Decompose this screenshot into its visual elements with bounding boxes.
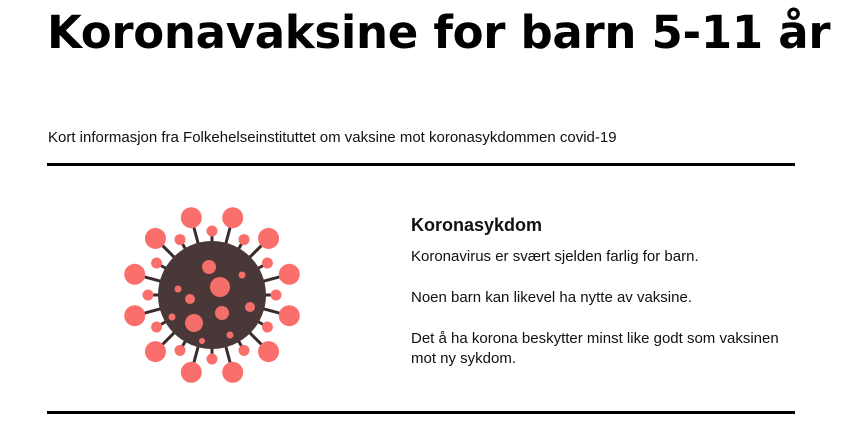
intro-text: Kort informasjon fra Folkehelseinstituttet om vaksine mot koronasykdommen covid-19 [48, 129, 617, 146]
virus-spot [215, 306, 229, 320]
paragraph-2: Noen barn kan likevel ha nytte av vaksine. [411, 289, 692, 306]
virus-spike-tip [258, 341, 279, 362]
virus-spike-tip [124, 305, 145, 326]
virus-spot [185, 314, 203, 332]
virus-spike-tip-small [151, 258, 162, 269]
virus-spike-tip-small [239, 345, 250, 356]
virus-spike-tip-small [262, 258, 273, 269]
virus-body [158, 241, 266, 349]
virus-spike-tip [279, 305, 300, 326]
virus-spot [185, 294, 195, 304]
virus-spot [175, 286, 182, 293]
virus-spike-tip-small [271, 290, 282, 301]
virus-spike-tip-small [175, 234, 186, 245]
virus-spike-tip [258, 228, 279, 249]
virus-spot [239, 272, 246, 279]
page-title: Koronavaksine for barn 5-11 år [47, 6, 831, 59]
virus-spike-tip [124, 264, 145, 285]
virus-spike-tip [181, 207, 202, 228]
virus-spike-tip [145, 228, 166, 249]
virus-spot [227, 332, 234, 339]
virus-spike-tip-small [262, 322, 273, 333]
virus-spot [169, 314, 176, 321]
bottom-divider [47, 411, 795, 414]
top-divider [47, 163, 795, 166]
virus-spike-tip-small [207, 354, 218, 365]
virus-spot [199, 338, 205, 344]
virus-spike-tip-small [143, 290, 154, 301]
paragraph-3: Det å ha korona beskytter minst like godt som vaksinen mot ny sykdom. [411, 330, 779, 367]
paragraph-1: Koronavirus er svært sjelden farlig for barn. [411, 248, 699, 265]
virus-spike-tip [145, 341, 166, 362]
virus-spike-tip-small [239, 234, 250, 245]
virus-spot [202, 260, 216, 274]
virus-spot [210, 277, 230, 297]
section-title: Koronasykdom [411, 215, 543, 235]
virus-spike-tip-small [207, 226, 218, 237]
virus-spike-tip [222, 362, 243, 383]
virus-spike-tip [222, 207, 243, 228]
info-section [411, 212, 801, 369]
virus-spike-tip [181, 362, 202, 383]
virus-spike-tip [279, 264, 300, 285]
virus-spot [245, 302, 255, 312]
virus-spike-tip-small [175, 345, 186, 356]
coronavirus-icon [117, 200, 307, 390]
virus-spike-tip-small [151, 322, 162, 333]
